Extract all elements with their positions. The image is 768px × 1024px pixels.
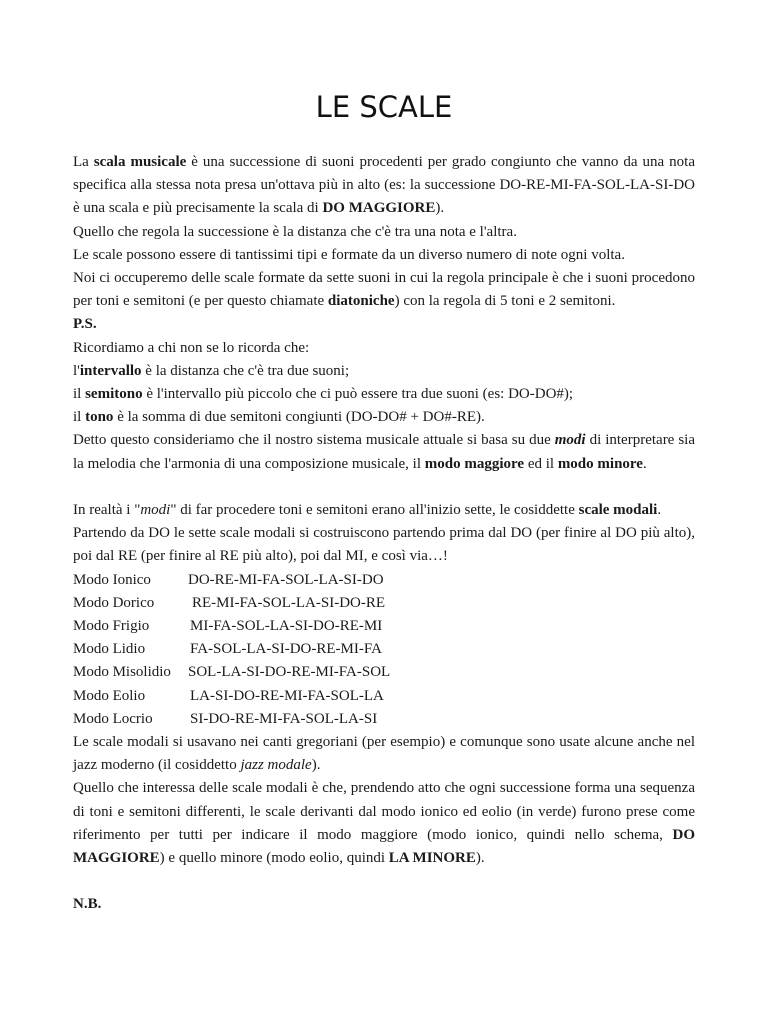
- paragraph-modal-scales: [73, 499, 695, 522]
- text-run: La: [73, 154, 94, 170]
- bold-term: scale modali: [578, 502, 658, 519]
- definition-semitone: [73, 383, 695, 406]
- mode-notes: FA-SOL-LA-SI-DO-RE-MI-FA: [190, 641, 382, 658]
- paragraph-major-minor: [73, 777, 695, 870]
- text-run: ).: [311, 757, 321, 774]
- paragraph-modes: [73, 429, 695, 475]
- paragraph-types: Le scale possono essere di tantissimi tipi e formate da un diverso numero di note ogni volta.: [73, 246, 625, 263]
- blank-line: [73, 870, 695, 893]
- bold-term: LA MINORE: [388, 850, 476, 867]
- mode-notes: LA-SI-DO-RE-MI-FA-SOL-LA: [190, 687, 384, 704]
- mode-row: [73, 685, 695, 708]
- mode-row: [73, 638, 695, 661]
- bold-term: DO MAGGIORE: [73, 826, 695, 867]
- mode-name: Modo Locrio: [73, 710, 153, 727]
- text-run: ).: [475, 850, 485, 867]
- text-run: ).: [435, 200, 445, 217]
- modes-list: [73, 569, 695, 731]
- mode-name: Modo Dorico: [73, 594, 155, 611]
- page-title: LE SCALE: [315, 90, 453, 124]
- definition-tone: [73, 406, 695, 429]
- paragraph-rule: Quello che regola la successione è la distanza che c'è tra una nota e l'altra.: [73, 223, 517, 240]
- text-run: ed il: [524, 455, 558, 472]
- text-run: Le scale modali si usavano nei canti gregoriani (per esempio) e comunque sono usate alcune anche nel jazz moderno (il cosiddetto: [73, 734, 695, 774]
- mode-row: [73, 708, 695, 731]
- mode-row: [73, 569, 695, 592]
- mode-row: [73, 661, 695, 684]
- text-run: " di far procedere toni e semitoni erano all'inizio sette, le cosiddette: [170, 502, 579, 519]
- mode-name: Modo Misolidio: [73, 664, 171, 681]
- paragraph-gregorian: [73, 731, 695, 777]
- text-run: Detto questo consideriamo che il nostro sistema musicale attuale si basa su due: [73, 432, 555, 449]
- italic-term: jazz modale: [240, 757, 312, 774]
- text-run: Quello che interessa delle scale modali è che, prendendo atto che ogni successione forma una sequenza di toni e semitoni differenti, le scale derivanti dal modo ionico ed eolio (in verde) furono prese come riferimento per tutti per indicare il modo maggiore (modo ionico, quindi nello schema,: [73, 780, 695, 843]
- text-run: è l'intervallo più piccolo che ci può essere tra due suoni (es: DO-DO#);: [142, 386, 574, 403]
- bold-label: N.B.: [73, 896, 102, 913]
- text-run: .: [642, 455, 647, 472]
- text-run: di interpretare sia la melodia che l'armonia di una composizione musicale, il: [73, 432, 695, 472]
- bold-term: scala musicale: [93, 154, 187, 170]
- text-run: il: [73, 386, 86, 403]
- paragraph-diatonic: [73, 267, 695, 313]
- paragraph-reminder: Ricordiamo a chi non se lo ricorda che:: [73, 339, 310, 356]
- mode-notes: DO-RE-MI-FA-SOL-LA-SI-DO: [188, 571, 384, 588]
- mode-notes: MI-FA-SOL-LA-SI-DO-RE-MI: [190, 618, 383, 635]
- bold-term: semitono: [85, 386, 143, 403]
- bold-term: tono: [85, 409, 114, 426]
- mode-row: [73, 592, 695, 615]
- document-page: [73, 0, 695, 1024]
- mode-name: Modo Lidio: [73, 641, 146, 658]
- mode-notes: SOL-LA-SI-DO-RE-MI-FA-SOL: [188, 664, 391, 681]
- mode-row: [73, 615, 695, 638]
- text-run: Noi ci occuperemo delle scale formate da sette suoni in cui la regola principale è che i suoni procedono per toni e semitoni (e per questo chiamate: [73, 270, 695, 310]
- mode-name: Modo Ionico: [73, 571, 151, 588]
- text-run: ) con la regola di 5 toni e 2 semitoni.: [394, 293, 616, 310]
- bold-label: P.S.: [73, 316, 97, 333]
- mode-name: Modo Frigio: [73, 618, 150, 635]
- mode-notes: RE-MI-FA-SOL-LA-SI-DO-RE: [192, 594, 386, 611]
- text-run: .: [657, 502, 662, 519]
- text-run: è una successione di suoni procedenti per grado congiunto che vanno da una nota specifica alla stessa nota presa un'ottava più in alto (es: la successione DO-RE-MI-FA-SOL-LA-SI-DO è una scala e più precisamente la scala di: [73, 154, 695, 217]
- italic-term: modi: [140, 502, 171, 519]
- nb-label: [73, 893, 695, 916]
- paragraph-construction: Partendo da DO le sette scale modali si costruiscono partendo prima dal DO (per finire al DO più alto), poi dal RE (per finire al RE più alto), poi dal MI, e così via…!: [73, 525, 695, 565]
- text-run: l': [73, 362, 80, 379]
- bold-term: diatoniche: [327, 293, 395, 310]
- text-run: ) e quello minore (modo eolio, quindi: [159, 850, 389, 867]
- ps-label: [73, 313, 695, 336]
- bold-term: modo maggiore: [424, 455, 525, 472]
- text-run: è la distanza che c'è tra due suoni;: [141, 362, 350, 379]
- mode-name: Modo Eolio: [73, 687, 146, 704]
- text-run: è la somma di due semitoni congiunti (DO-DO# + DO#-RE).: [113, 409, 485, 426]
- bold-term: DO MAGGIORE: [322, 200, 436, 217]
- paragraph-scale-definition: [73, 151, 695, 221]
- definition-interval: [73, 360, 695, 383]
- bold-term: modo minore: [557, 455, 643, 472]
- mode-notes: SI-DO-RE-MI-FA-SOL-LA-SI: [190, 710, 378, 727]
- document-body: [73, 151, 695, 917]
- text-run: il: [73, 409, 86, 426]
- text-run: In realtà i ": [73, 502, 141, 519]
- bold-term: intervallo: [79, 362, 142, 379]
- bold-italic-term: modi: [554, 432, 586, 449]
- blank-line: [73, 476, 695, 499]
